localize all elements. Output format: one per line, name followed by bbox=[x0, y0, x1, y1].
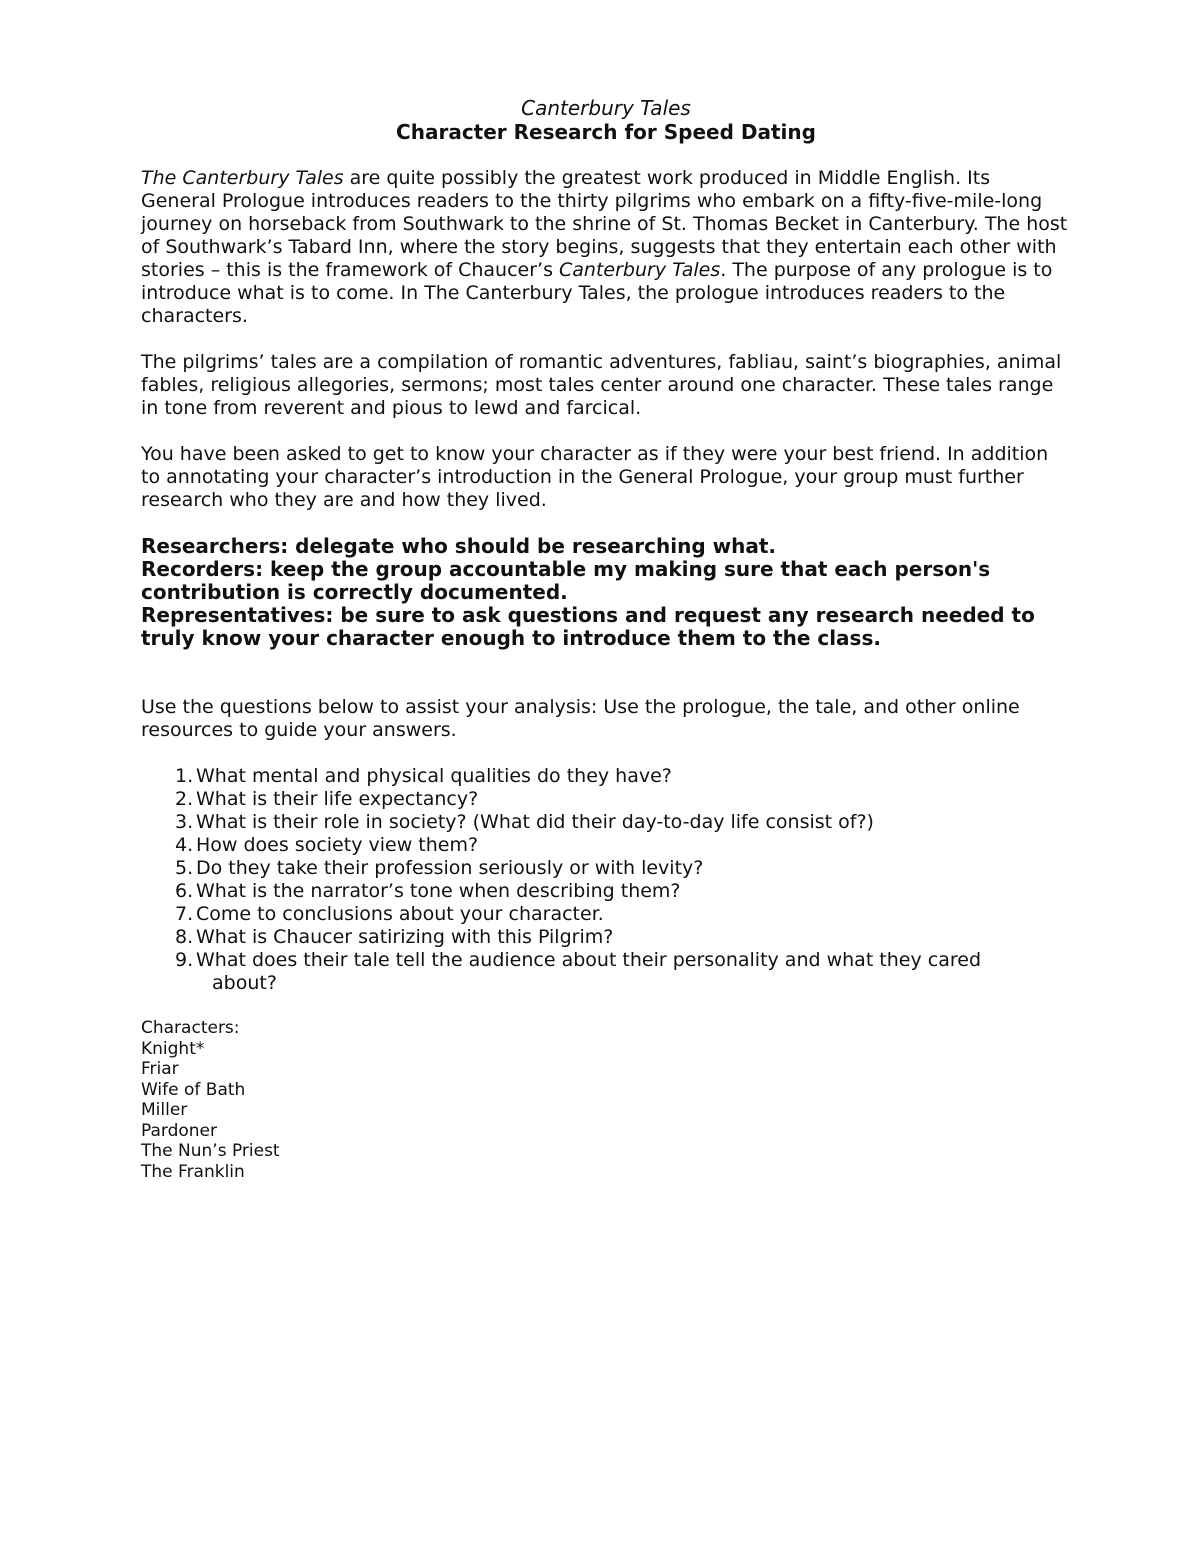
intro-text-b: . The purpose of any prologue is to introduce what is to come. In The Canterbury Tales, the prologue introduces readers to the characters. bbox=[141, 259, 1053, 327]
question-text: Do they take their profession seriously or with levity? bbox=[196, 857, 704, 879]
question-text: What is Chaucer satirizing with this Pilgrim? bbox=[196, 926, 614, 948]
question-item bbox=[141, 788, 1071, 811]
document-page bbox=[141, 96, 1071, 1182]
character-item: The Nun’s Priest bbox=[141, 1141, 280, 1161]
question-number: 6. bbox=[175, 880, 194, 902]
document-title bbox=[141, 96, 1071, 144]
question-item bbox=[141, 811, 1071, 834]
character-item: Miller bbox=[141, 1100, 188, 1120]
question-text: What is their life expectancy? bbox=[196, 788, 479, 810]
question-text: What mental and physical qualities do they have? bbox=[196, 765, 672, 787]
tales-paragraph: The pilgrims’ tales are a compilation of romantic adventures, fabliau, saint’s biographies, animal fables, religious allegories, sermons; most tales center around one character. These tales range in tone from reverent and pious to lewd and farcical. bbox=[141, 351, 1062, 419]
question-text: Come to conclusions about your character. bbox=[196, 903, 604, 925]
question-text: What is the narrator’s tone when describing them? bbox=[196, 880, 681, 902]
title-work-name: Canterbury Tales bbox=[521, 96, 691, 120]
title-subtitle: Character Research for Speed Dating bbox=[396, 120, 816, 144]
role-representatives: Representatives: be sure to ask questions and request any research needed to truly know your character enough to introduce them to the class. bbox=[141, 603, 1035, 650]
intro-paragraph bbox=[141, 167, 1071, 328]
characters-block bbox=[141, 1018, 1071, 1182]
question-number: 2. bbox=[175, 788, 194, 810]
question-text: What is their role in society? (What did their day-to-day life consist of?) bbox=[196, 811, 874, 833]
question-item bbox=[141, 834, 1071, 857]
characters-heading: Characters: bbox=[141, 1018, 240, 1038]
question-item bbox=[141, 949, 1071, 995]
character-item: Wife of Bath bbox=[141, 1079, 246, 1100]
question-number: 9. bbox=[175, 949, 194, 971]
question-number: 5. bbox=[175, 857, 194, 879]
question-item bbox=[141, 880, 1071, 903]
question-item bbox=[141, 857, 1071, 880]
questions-list bbox=[141, 765, 1071, 995]
question-item bbox=[141, 903, 1071, 926]
character-item: Pardoner bbox=[141, 1120, 218, 1141]
questions-intro: Use the questions below to assist your analysis: Use the prologue, the tale, and other online resources to guide your answers. bbox=[141, 696, 1020, 741]
role-recorders: Recorders: keep the group accountable my making sure that each person's contribution is correctly documented. bbox=[141, 557, 991, 604]
question-number: 8. bbox=[175, 926, 194, 948]
intro-italic-mid: Canterbury Tales bbox=[559, 259, 721, 281]
question-text: What does their tale tell the audience about their personality and what they cared bbox=[196, 949, 982, 971]
question-item bbox=[141, 926, 1071, 949]
intro-italic-lead: The Canterbury Tales bbox=[141, 167, 344, 189]
question-number: 7. bbox=[175, 903, 194, 925]
roles-block bbox=[141, 535, 1071, 650]
role-researchers: Researchers: delegate who should be researching what. bbox=[141, 534, 776, 558]
question-number: 3. bbox=[175, 811, 194, 833]
character-item: The Franklin bbox=[141, 1161, 245, 1182]
intro-text-a: are quite possibly the greatest work produced in Middle English. Its General Prologue introduces readers to the thirty pilgrims who embark on a fifty-five-mile-long journey on horseback from Southwark to the shrine of St. Thomas Becket in Canterbury. The host of Southwark’s Tabard Inn, where the story begins, suggests that they entertain each other with stories – this is the framework of Chaucer’s bbox=[141, 167, 1068, 281]
character-item: Knight* bbox=[141, 1038, 205, 1059]
character-item: Friar bbox=[141, 1059, 179, 1079]
question-number: 1. bbox=[175, 765, 194, 787]
question-continuation: about? bbox=[212, 972, 277, 994]
question-number: 4. bbox=[175, 834, 194, 856]
question-item bbox=[141, 765, 1071, 788]
question-text: How does society view them? bbox=[196, 834, 479, 856]
assignment-paragraph: You have been asked to get to know your character as if they were your best friend. In addition to annotating your character’s introduction in the General Prologue, your group must further research who they are and how they lived. bbox=[141, 443, 1049, 511]
